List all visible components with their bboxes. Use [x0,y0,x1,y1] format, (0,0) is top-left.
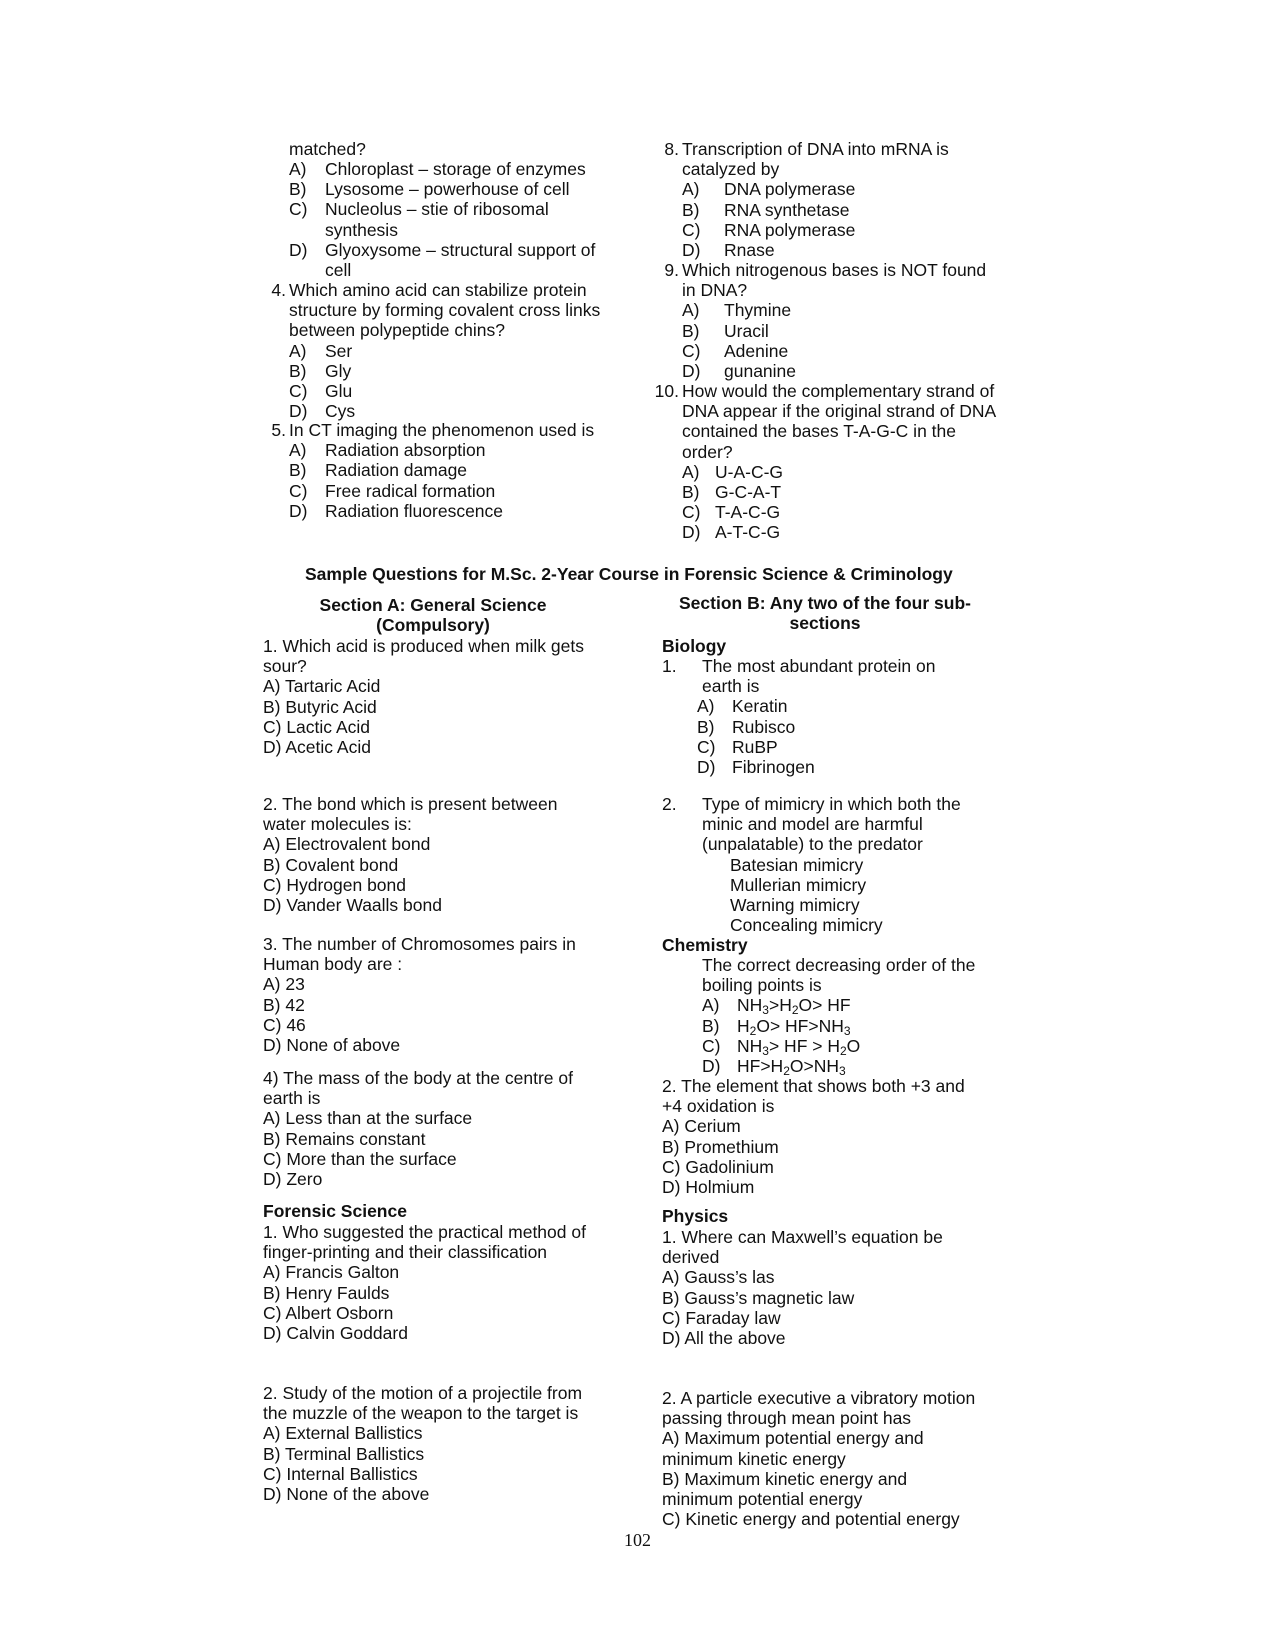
physics-title: Physics [662,1206,729,1226]
option-b: B) Maximum kinetic energy and [662,1468,908,1489]
option-a: A) Maximum potential energy and [662,1428,924,1449]
question-text: 4) The mass of the body at the centre of [263,1068,573,1088]
question-5: 5. In CT imaging the phenomenon used is A) Radiation absorption B) Radiation damage C) Free radical formation D) Radiation fluorescence [289,420,594,521]
option-c: C) RuBP [697,736,778,757]
option-d: Concealing mimicry [730,915,883,936]
option-a: A) Chloroplast – storage of enzymes [289,159,586,179]
option-b: B) 42 [263,994,305,1015]
option-c: C) Hydrogen bond [263,874,406,895]
option-d: D) $HF>H_2O>NH_3$ [702,1056,846,1079]
question-text: 3. The number of Chromosomes pairs in [263,934,576,954]
chemistry-question-1: The correct decreasing order of the boiling points is A) $NH_3>H_2O>$ HF B) $H_2O> HF>NH_3$ C) $NH_3>$ HF > $H_2O$ D) $HF>H_2O>NH_3$ [662,955,667,1076]
option-d: D) Fibrinogen [697,757,815,778]
section-b-title: Section B: Any two of the four sub- sections [679,593,971,634]
question-10: 10. How would the complementary strand of DNA appear if the original strand of DNA contained the bases T-A-G-C in the order? A) U-A-C-G B) G-C-A-T C) T-A-C-G D) A-T-C-G [682,381,996,543]
option-b: B) Rubisco [697,716,796,737]
biology-question-1: 1. The most abundant protein on earth is A) Keratin B) Rubisco C) RuBP D) Fibrinogen [662,656,936,778]
option-c: C) Glu [289,381,353,402]
option-d: D) Acetic Acid [263,737,371,758]
option-c-continued: synthesis [325,219,398,240]
option-d: D) Zero [263,1169,323,1190]
section-a-title: Section A: General Science (Compulsory) [319,595,547,636]
forensic-question-2: 2. Study of the motion of a projectile from the muzzle of the weapon to the target is A) External Ballistics B) Terminal Ballistics C) Internal Ballistics D) None of the above [263,1383,583,1505]
option-c: C) Lactic Acid [263,716,370,737]
option-d: D) Glyoxysome – structural support of [289,239,596,260]
option-a: A) Keratin [697,696,788,717]
option-c: C) Nucleolus – stie of ribosomal [289,199,549,220]
option-c: C) 46 [263,1014,306,1035]
option-a: A) U-A-C-G [682,461,784,482]
option-a: A) Electrovalent bond [263,834,431,855]
option-a: A) Cerium [662,1116,741,1137]
option-d: D) None of above [263,1035,401,1056]
section-a-question-3: 3. The number of Chromosomes pairs in Human body are : A) 23 B) 42 C) 46 D) None of above [263,934,576,1056]
option-c: C) Free radical formation [289,480,496,501]
option-c: C) Kinetic energy and potential energy [662,1509,960,1530]
option-a: A) External Ballistics [263,1423,423,1444]
option-b: B) Promethium [662,1136,779,1157]
option-c: C) RNA polymerase [682,219,856,240]
page-number: 102 [624,1530,651,1550]
question-text: 2. The bond which is present between [263,794,558,814]
option-b: B) Henry Faulds [263,1282,390,1303]
forensic-question-1: 1. Who suggested the practical method of finger-printing and their classification A) Francis Galton B) Henry Faulds C) Albert Osborn D) Calvin Goddard [263,1222,586,1344]
option-d: D) Vander Waalls bond [263,895,442,916]
option-a: A) Thymine [682,300,792,321]
biology-question-2: 2. Type of mimicry in which both the minic and model are harmful (unpalatable) to the predator Batesian mimicry Mullerian mimicry Warning mimicry Concealing mimicry [662,794,961,936]
option-c: C) Gadolinium [662,1156,774,1177]
option-a: A) Francis Galton [263,1262,400,1283]
question-text: 2. The element that shows both +3 and [662,1076,965,1096]
option-d: D) A-T-C-G [682,522,781,543]
physics-question-1: 1. Where can Maxwell’s equation be derived A) Gauss’s las B) Gauss’s magnetic law C) Faraday law D) All the above [662,1227,943,1349]
question-text: matched? [289,139,366,159]
question-number: 5. [271,420,286,440]
chemistry-question-2: 2. The element that shows both +3 and +4 oxidation is A) Cerium B) Promethium C) Gadolinium D) Holmium [662,1076,965,1198]
question-3-options [289,159,596,281]
chemistry-title: Chemistry [662,935,748,955]
question-text: 2. A particle executive a vibratory motion [662,1388,976,1408]
option-d: D) All the above [662,1328,786,1349]
page-heading: Sample Questions for M.Sc. 2-Year Course in Forensic Science & Criminology [305,564,953,584]
question-9: 9. Which nitrogenous bases is NOT found in DNA? A) Thymine B) Uracil C) Adenine D) gunanine [682,260,986,381]
option-c: Warning mimicry [730,895,860,916]
option-a: A) Gauss’s las [662,1267,775,1288]
question-number: 10. [654,381,679,401]
option-d: D) Cys [289,401,356,422]
option-c: C) More than the surface [263,1148,457,1169]
option-b: Mullerian mimicry [730,874,867,895]
option-c: C) Faraday law [662,1307,781,1328]
option-a: A) 23 [263,974,305,995]
option-c: C) Adenine [682,340,789,361]
option-b: B) RNA synthetase [682,199,850,220]
option-d: D) None of the above [263,1484,430,1505]
option-c: C) $NH_3>$ HF > $H_2O$ [702,1035,861,1058]
question-number: 4. [271,280,286,300]
option-b: B) $H_2O> HF>NH_3$ [702,1015,851,1038]
option-a: A) Ser [289,340,353,361]
section-a-question-2: 2. The bond which is present between water molecules is: A) Electrovalent bond B) Covalent bond C) Hydrogen bond D) Vander Waalls bond [263,794,558,916]
option-d: D) Calvin Goddard [263,1323,408,1344]
option-d: D) Radiation fluorescence [289,500,504,521]
option-b: B) Gauss’s magnetic law [662,1287,855,1308]
option-d: D) gunanine [682,361,797,382]
option-c: C) Internal Ballistics [263,1463,418,1484]
question-8: 8. Transcription of DNA into mRNA is catalyzed by A) DNA polymerase B) RNA synthetase C) RNA polymerase D) Rnase [682,139,949,260]
option-b: B) Uracil [682,320,769,341]
option-b: B) Terminal Ballistics [263,1443,425,1464]
biology-title: Biology [662,636,727,656]
option-a: A) Less than at the surface [263,1108,473,1129]
option-a: A) Tartaric Acid [263,676,381,697]
question-number: 8. [664,139,679,159]
option-b: B) Radiation damage [289,460,468,481]
question-text: 1. Where can Maxwell’s equation be [662,1227,943,1247]
option-c: C) Albert Osborn [263,1302,394,1323]
question-text: 1. Which acid is produced when milk gets [263,636,584,656]
question-number: 2. [662,794,677,814]
option-d: D) Rnase [682,240,775,261]
option-a: A) DNA polymerase [682,179,856,200]
option-a: Batesian mimicry [730,854,864,875]
question-number: 1. [662,656,677,676]
question-text: 2. Study of the motion of a projectile from [263,1383,583,1403]
option-b: B) Covalent bond [263,854,399,875]
option-d: D) Holmium [662,1177,755,1198]
question-4: 4. Which amino acid can stabilize protein structure by forming covalent cross links between polypeptide chins? A) Ser B) Gly C) Glu D) Cys [289,280,600,421]
option-a: A) Radiation absorption [289,440,486,461]
option-b: B) Remains constant [263,1128,426,1149]
option-b: B) G-C-A-T [682,482,782,503]
section-a-question-4: 4) The mass of the body at the centre of earth is A) Less than at the surface B) Remains constant C) More than the surface D) Zero [263,1068,573,1190]
physics-question-2: 2. A particle executive a vibratory motion passing through mean point has A) Maximum potential energy and minimum kinetic energy B) Maximum kinetic energy and minimum potential energy C) Kinetic energy and potential energy [662,1388,976,1530]
option-b: B) Gly [289,360,352,381]
top-left-question-3-tail [289,139,366,159]
option-b: B) Butyric Acid [263,696,377,717]
option-d-continued: cell [325,260,352,281]
option-b: B) Lysosome – powerhouse of cell [289,179,570,200]
forensic-science-title: Forensic Science [263,1201,407,1221]
option-a: A) $NH_3>H_2O>$ HF [702,995,851,1018]
option-c: C) T-A-C-G [682,502,781,523]
question-number: 9. [664,260,679,280]
question-text: 1. Who suggested the practical method of [263,1222,586,1242]
section-a-question-1: 1. Which acid is produced when milk gets sour? A) Tartaric Acid B) Butyric Acid C) Lactic Acid D) Acetic Acid [263,636,584,758]
